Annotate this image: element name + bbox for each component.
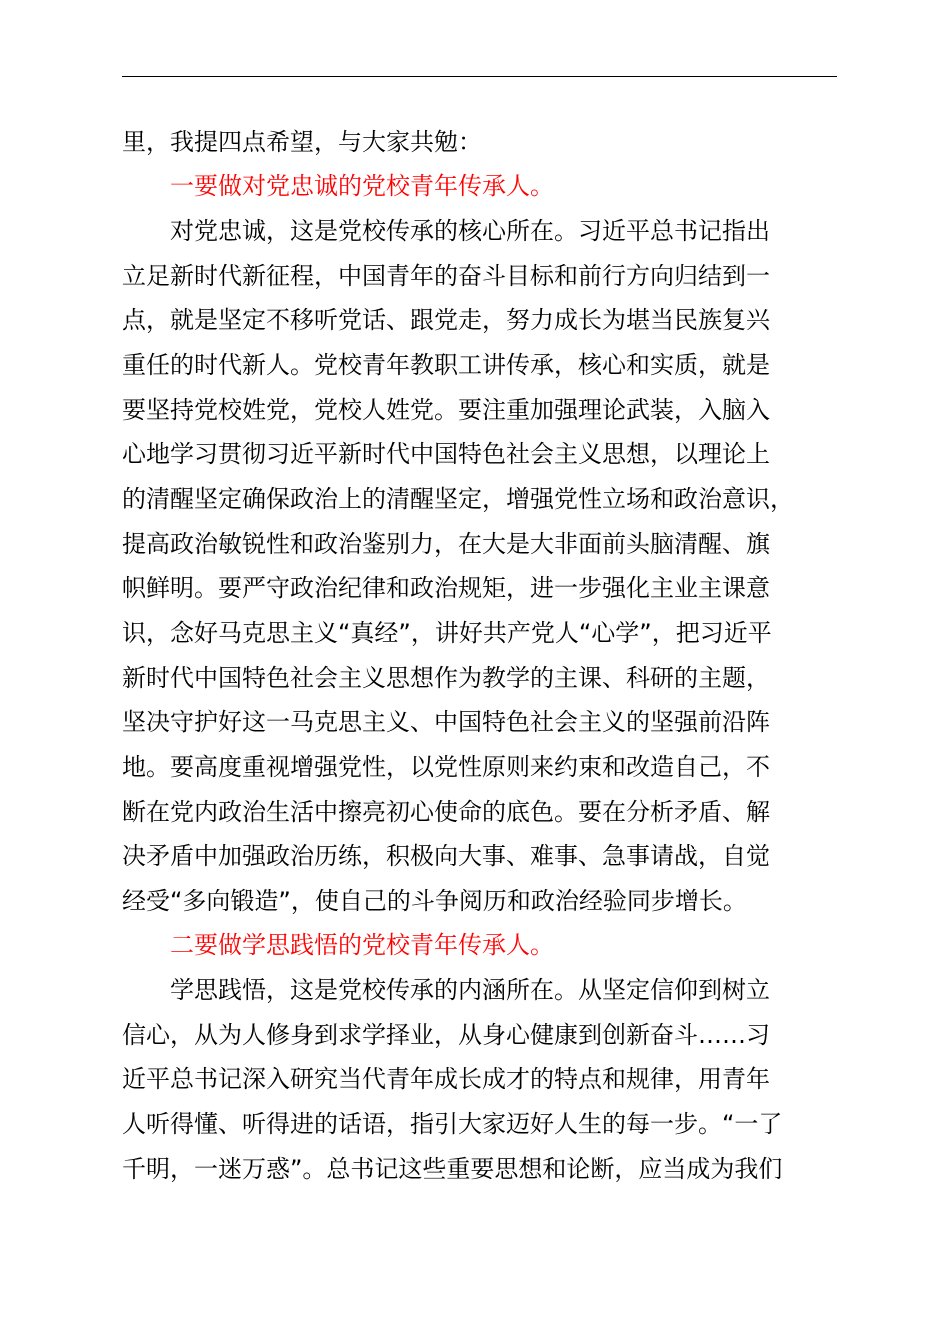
paragraph-line: 断在党内政治生活中擦亮初心使命的底色。要在分析矛盾、解 [122, 798, 770, 826]
section-heading-2: 二要做学思践悟的党校青年传承人。 [170, 931, 554, 959]
paragraph-line: 心地学习贯彻习近平新时代中国特色社会主义思想，以理论上 [122, 440, 770, 468]
paragraph-line: 近平总书记深入研究当代青年成长成才的特点和规律，用青年 [122, 1065, 770, 1093]
paragraph-line: 决矛盾中加强政治历练，积极向大事、难事、急事请战，自觉 [122, 842, 770, 870]
paragraph-line: 千明，一迷万惑”。总书记这些重要思想和论断，应当成为我们 [122, 1155, 783, 1183]
paragraph-line: 对党忠诚，这是党校传承的核心所在。习近平总书记指出 [170, 217, 770, 245]
paragraph-line: 立足新时代新征程，中国青年的奋斗目标和前行方向归结到一 [122, 262, 770, 290]
section-heading-1: 一要做对党忠诚的党校青年传承人。 [170, 172, 554, 200]
paragraph-line: 人听得懂、听得进的话语，指引大家迈好人生的每一步。“一了 [122, 1110, 783, 1138]
paragraph-line: 地。要高度重视增强党性，以党性原则来约束和改造自己，不 [122, 753, 770, 781]
paragraph-line: 重任的时代新人。党校青年教职工讲传承，核心和实质，就是 [122, 351, 770, 379]
paragraph-line: 信心，从为人修身到求学择业，从身心健康到创新奋斗……习 [122, 1021, 770, 1049]
paragraph-line: 学思践悟，这是党校传承的内涵所在。从坚定信仰到树立 [170, 976, 770, 1004]
paragraph-line: 新时代中国特色社会主义思想作为教学的主课、科研的主题， [122, 664, 770, 692]
paragraph-line: 点，就是坚定不移听党话、跟党走，努力成长为堪当民族复兴 [122, 306, 770, 334]
header-rule [122, 76, 837, 77]
paragraph-line: 经受“多向锻造”，使自己的斗争阅历和政治经验同步增长。 [122, 887, 747, 915]
paragraph-line: 提高政治敏锐性和政治鉴别力，在大是大非面前头脑清醒、旗 [122, 530, 770, 558]
text-line: 里，我提四点希望，与大家共勉： [122, 128, 482, 156]
paragraph-line: 坚决守护好这一马克思主义、中国特色社会主义的坚强前沿阵 [122, 708, 770, 736]
paragraph-line: 要坚持党校姓党，党校人姓党。要注重加强理论武装，入脑入 [122, 396, 770, 424]
paragraph-line: 的清醒坚定确保政治上的清醒坚定，增强党性立场和政治意识， [122, 485, 794, 513]
paragraph-line: 识，念好马克思主义“真经”，讲好共产党人“心学”，把习近平 [122, 619, 772, 647]
paragraph-line: 帜鲜明。要严守政治纪律和政治规矩，进一步强化主业主课意 [122, 574, 770, 602]
